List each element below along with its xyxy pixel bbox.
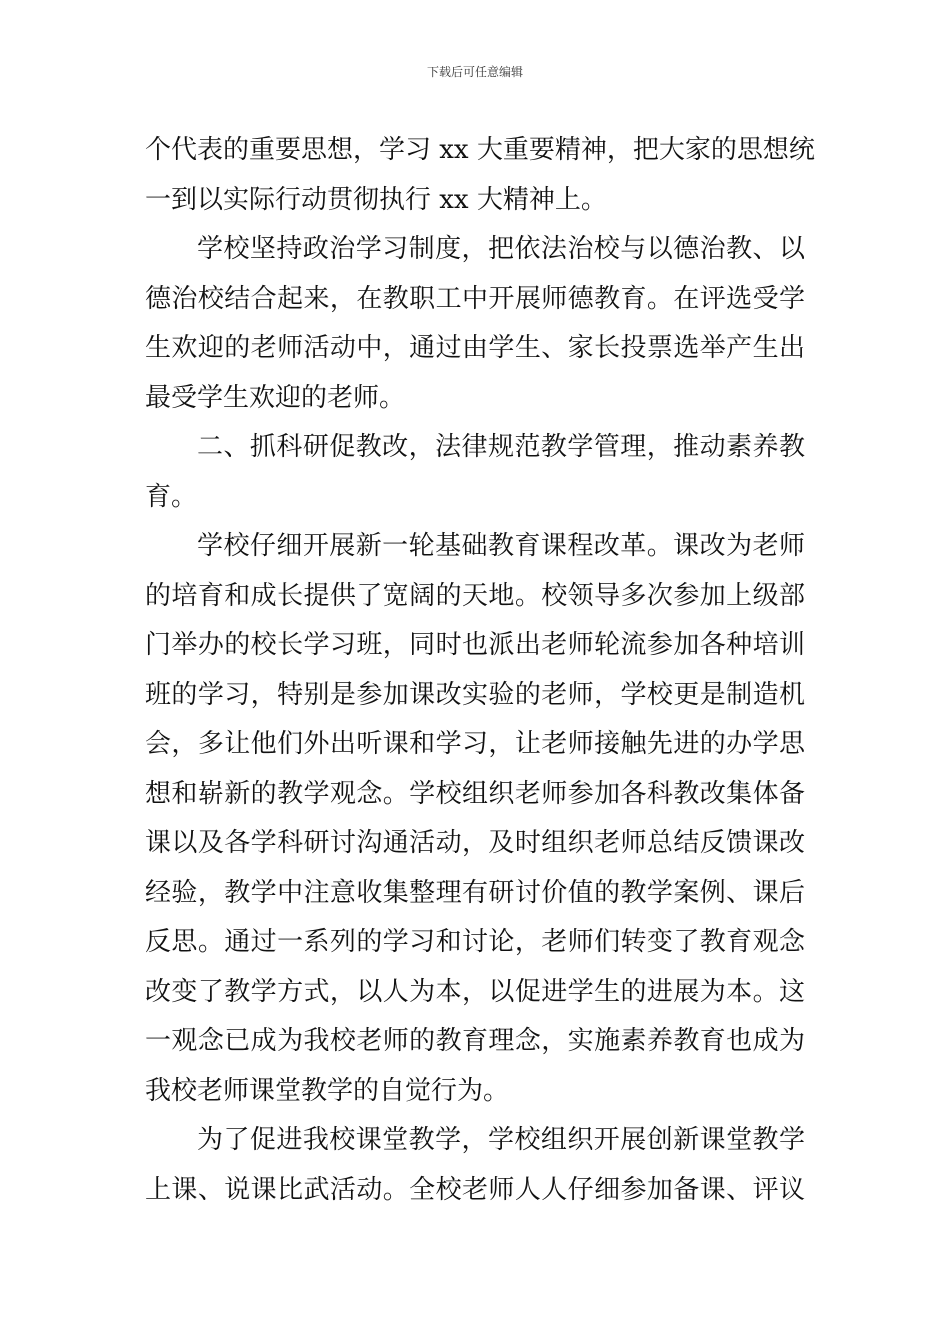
- paragraph-2: [145, 225, 805, 423]
- text-line: 改变了教学方式，以人为本，以促进学生的进展为本。这: [145, 976, 805, 1007]
- paragraph-3: [145, 423, 805, 522]
- paragraph-1: [145, 126, 815, 225]
- document-body: [145, 126, 815, 1215]
- text-line: 二、抓科研促教改，法律规范教学管理，推动素养教: [197, 432, 805, 462]
- text-line: 会，多让他们外出听课和学习，让老师接触先进的办学思: [145, 729, 805, 759]
- text-line: 我校老师课堂教学的自觉行为。: [145, 1075, 510, 1106]
- text-line: 生欢迎的老师活动中，通过由学生、家长投票选举产生出: [145, 333, 805, 363]
- text-line: 学校仔细开展新一轮基础教育课程改革。课改为老师: [197, 531, 805, 561]
- paragraph-5: [145, 1116, 805, 1215]
- page-header: 下载后可任意编辑: [426, 65, 523, 79]
- text-line: 学校坚持政治学习制度，把依法治校与以德治教、以: [197, 234, 805, 264]
- text-line: 一到以实际行动贯彻执行 xx 大精神上。: [145, 184, 607, 215]
- text-line: 班的学习，特别是参加课改实验的老师，学校更是制造机: [145, 679, 805, 710]
- text-line: 经验，教学中注意收集整理有研讨价值的教学案例、课后: [145, 877, 805, 908]
- text-line: 反思。通过一系列的学习和讨论，老师们转变了教育观念: [145, 927, 805, 957]
- text-line: 为了促进我校课堂教学，学校组织开展创新课堂教学: [197, 1125, 805, 1155]
- text-line: 育。: [145, 481, 198, 512]
- text-line: 门举办的校长学习班，同时也派出老师轮流参加各种培训: [145, 630, 805, 660]
- text-line: 德治校结合起来，在教职工中开展师德教育。在评选受学: [145, 283, 805, 314]
- paragraph-4: [145, 522, 805, 1116]
- text-line: 上课、说课比武活动。全校老师人人仔细参加备课、评议: [145, 1174, 805, 1205]
- text-line: 想和崭新的教学观念。学校组织老师参加各科教改集体备: [145, 778, 805, 809]
- text-line: 课以及各学科研讨沟通活动，及时组织老师总结反馈课改: [145, 828, 805, 858]
- text-line: 的培育和成长提供了宽阔的天地。校领导多次参加上级部: [145, 580, 805, 611]
- text-line: 一观念已成为我校老师的教育理念，实施素养教育也成为: [145, 1026, 805, 1056]
- text-line: 个代表的重要思想，学习 xx 大重要精神，把大家的思想统: [145, 135, 815, 165]
- text-line: 最受学生欢迎的老师。: [145, 382, 406, 413]
